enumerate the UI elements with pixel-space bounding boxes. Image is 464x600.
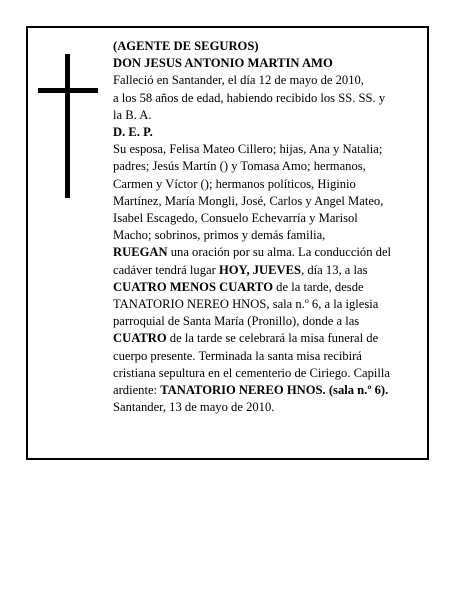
obituary-text <box>113 38 423 416</box>
funeral-line: cristiana sepultura en el cementerio de Ciriego. Capilla <box>113 365 390 380</box>
family-line: Carmen y Víctor (); hermanos políticos, Higinio <box>113 176 356 191</box>
death-line: Falleció en Santander, el día 12 de mayo de 2010, <box>113 73 364 88</box>
occupation: (AGENTE DE SEGUROS) <box>113 39 259 53</box>
notice-date: Santander, 13 de mayo de 2010. <box>113 400 275 415</box>
funeral-line: RUEGAN una oración por su alma. La conducción del <box>113 245 392 260</box>
death-line: a los 58 años de edad, habiendo recibido los SS. SS. y <box>113 90 386 105</box>
cross-icon <box>38 54 98 198</box>
deceased-name: DON JESUS ANTONIO MARTIN AMO <box>113 56 333 71</box>
funeral-line: ardiente: TANATORIO NEREO HNOS. (sala n.º 6). <box>113 383 389 398</box>
funeral-line: CUATRO MENOS CUARTO de la tarde, desde <box>113 279 364 294</box>
family-line: Isabel Escagedo, Consuelo Echevarría y Marisol <box>113 211 358 226</box>
family-line: Macho; sobrinos, primos y demás familia, <box>113 228 326 243</box>
funeral-line: cadáver tendrá lugar HOY, JUEVES, día 13, a las <box>113 262 368 277</box>
funeral-line: cuerpo presente. Terminada la santa misa recibirá <box>113 348 362 363</box>
death-line: la B. A. <box>113 107 152 122</box>
family-line: padres; Jesús Martín () y Tomasa Amo; hermanos, <box>113 159 366 174</box>
funeral-line: CUATRO de la tarde se celebrará la misa funeral de <box>113 331 379 346</box>
funeral-line: parroquial de Santa María (Pronillo), donde a las <box>113 314 360 329</box>
funeral-line: TANATORIO NEREO HNOS, sala n.º 6, a la iglesia <box>113 297 379 312</box>
family-line: Martínez, María Mongli, José, Carlos y Angel Mateo, <box>113 193 384 208</box>
dep-line: D. E. P. <box>113 125 153 140</box>
family-line: Su esposa, Felisa Mateo Cillero; hijas, Ana y Natalia; <box>113 142 383 157</box>
